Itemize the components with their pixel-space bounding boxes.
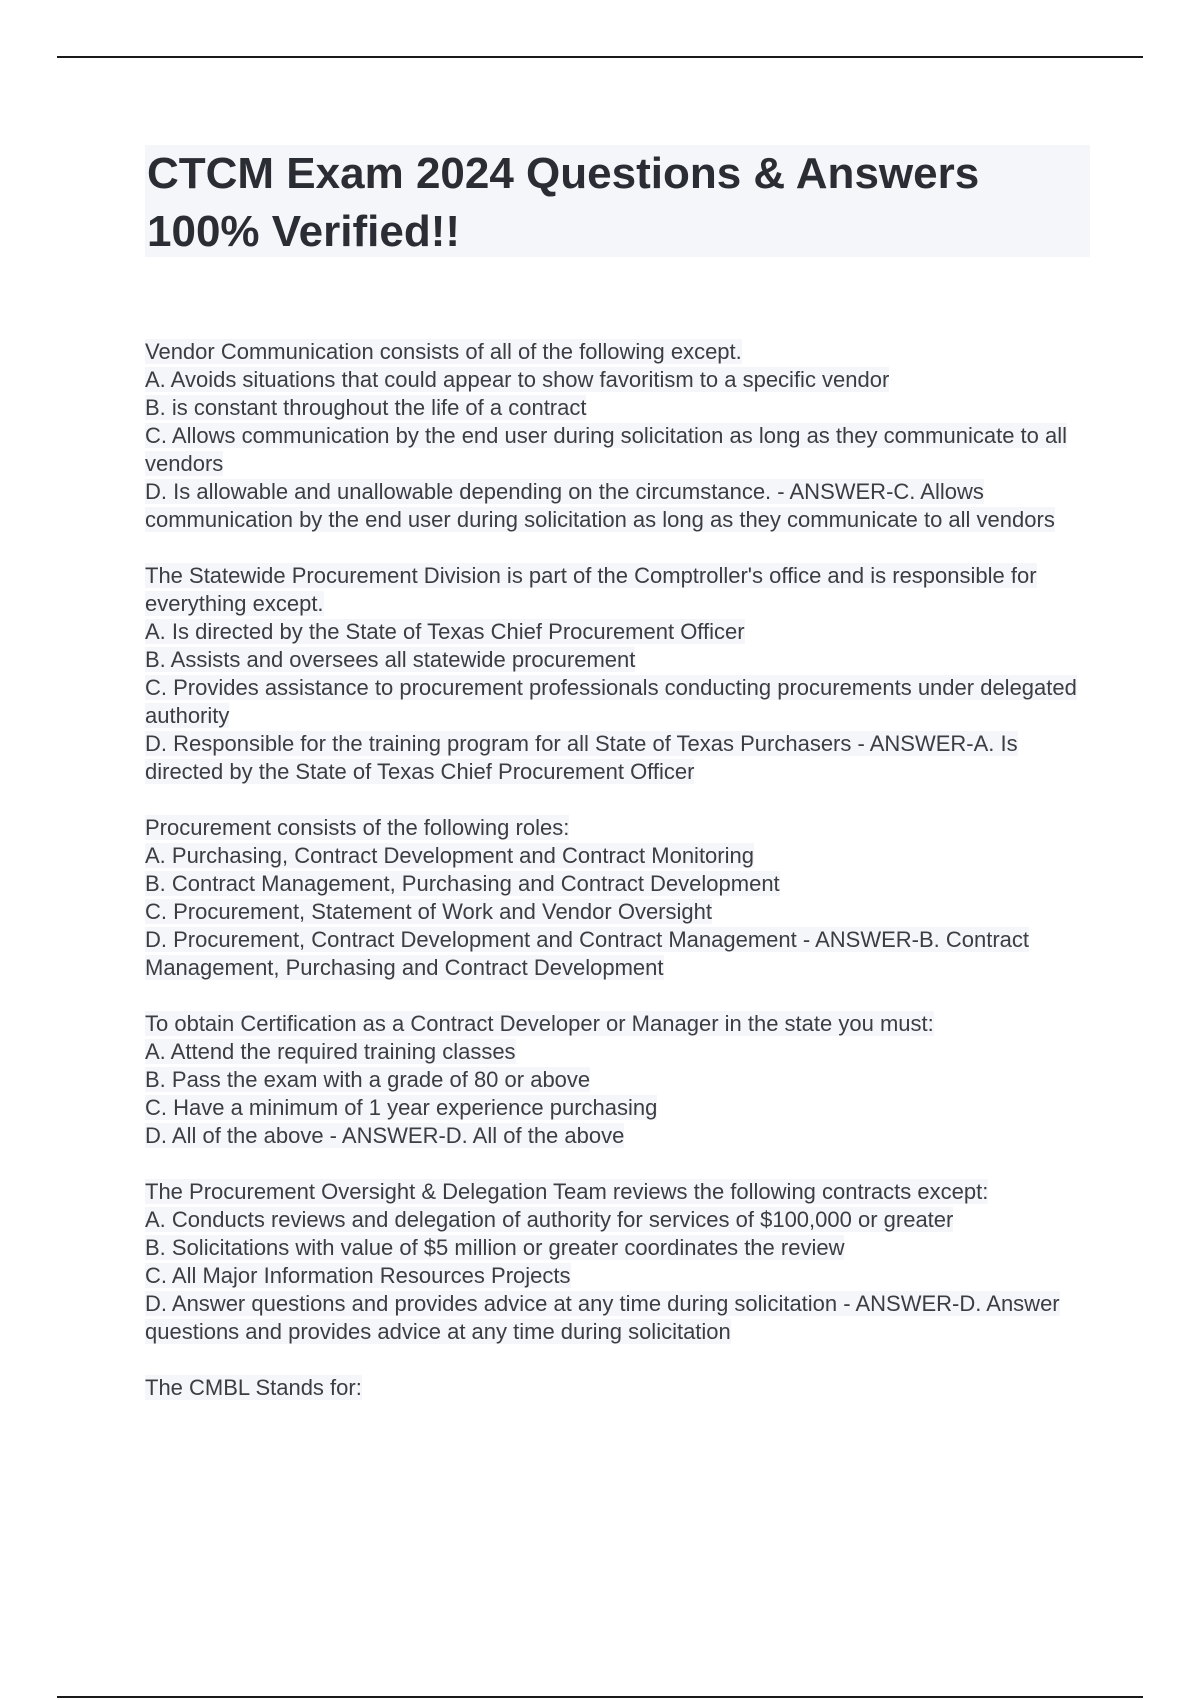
page-title: CTCM Exam 2024 Questions & Answers 100% Verified!!	[147, 149, 980, 256]
option-b: B. Solicitations with value of $5 million or greater coordinates the review	[145, 1235, 845, 1260]
option-b: B. Assists and oversees all statewide procurement	[145, 647, 636, 672]
question-text: The CMBL Stands for:	[145, 1375, 362, 1400]
bottom-rule	[57, 1696, 1143, 1698]
question-block	[145, 1178, 1090, 1346]
option-d-answer: D. Procurement, Contract Development and Contract Management - ANSWER-B. Contract Management, Purchasing and Contract Development	[145, 927, 1030, 980]
option-d-answer: D. Answer questions and provides advice at any time during solicitation - ANSWER-D. Answer questions and provides advice at any time during solicitation	[145, 1291, 1060, 1344]
question-text: The Procurement Oversight & Delegation Team reviews the following contracts except:	[145, 1179, 989, 1204]
option-a: A. Is directed by the State of Texas Chief Procurement Officer	[145, 619, 745, 644]
question-text: The Statewide Procurement Division is part of the Comptroller's office and is responsible for everything except.	[145, 563, 1037, 616]
option-a: A. Attend the required training classes	[145, 1039, 516, 1064]
question-text: Procurement consists of the following roles:	[145, 815, 570, 840]
question-block	[145, 814, 1090, 982]
question-block	[145, 1374, 1090, 1402]
question-block	[145, 1010, 1090, 1150]
option-c: C. Allows communication by the end user during solicitation as long as they communicate to all vendors	[145, 423, 1068, 476]
option-d-answer: D. Responsible for the training program for all State of Texas Purchasers - ANSWER-A. Is directed by the State of Texas Chief Procurement Officer	[145, 731, 1018, 784]
option-b: B. is constant throughout the life of a contract	[145, 395, 587, 420]
question-text: Vendor Communication consists of all of the following except.	[145, 339, 742, 364]
option-a: A. Purchasing, Contract Development and Contract Monitoring	[145, 843, 754, 868]
option-d-answer: D. Is allowable and unallowable depending on the circumstance. - ANSWER-C. Allows communication by the end user during solicitation as long as they communicate to all vendors	[145, 479, 1055, 532]
question-list	[145, 338, 1090, 1430]
question-text: To obtain Certification as a Contract Developer or Manager in the state you must:	[145, 1011, 934, 1036]
option-a: A. Avoids situations that could appear to show favoritism to a specific vendor	[145, 367, 890, 392]
option-c: C. Have a minimum of 1 year experience purchasing	[145, 1095, 658, 1120]
option-c: C. All Major Information Resources Projects	[145, 1263, 571, 1288]
option-a: A. Conducts reviews and delegation of authority for services of $100,000 or greater	[145, 1207, 954, 1232]
question-block	[145, 562, 1090, 786]
option-c: C. Provides assistance to procurement professionals conducting procurements under delegated authority	[145, 675, 1077, 728]
option-c: C. Procurement, Statement of Work and Vendor Oversight	[145, 899, 712, 924]
title-block	[145, 145, 1090, 257]
top-rule	[57, 56, 1143, 58]
question-block	[145, 338, 1090, 534]
option-d-answer: D. All of the above - ANSWER-D. All of the above	[145, 1123, 625, 1148]
option-b: B. Pass the exam with a grade of 80 or above	[145, 1067, 591, 1092]
option-b: B. Contract Management, Purchasing and Contract Development	[145, 871, 780, 896]
